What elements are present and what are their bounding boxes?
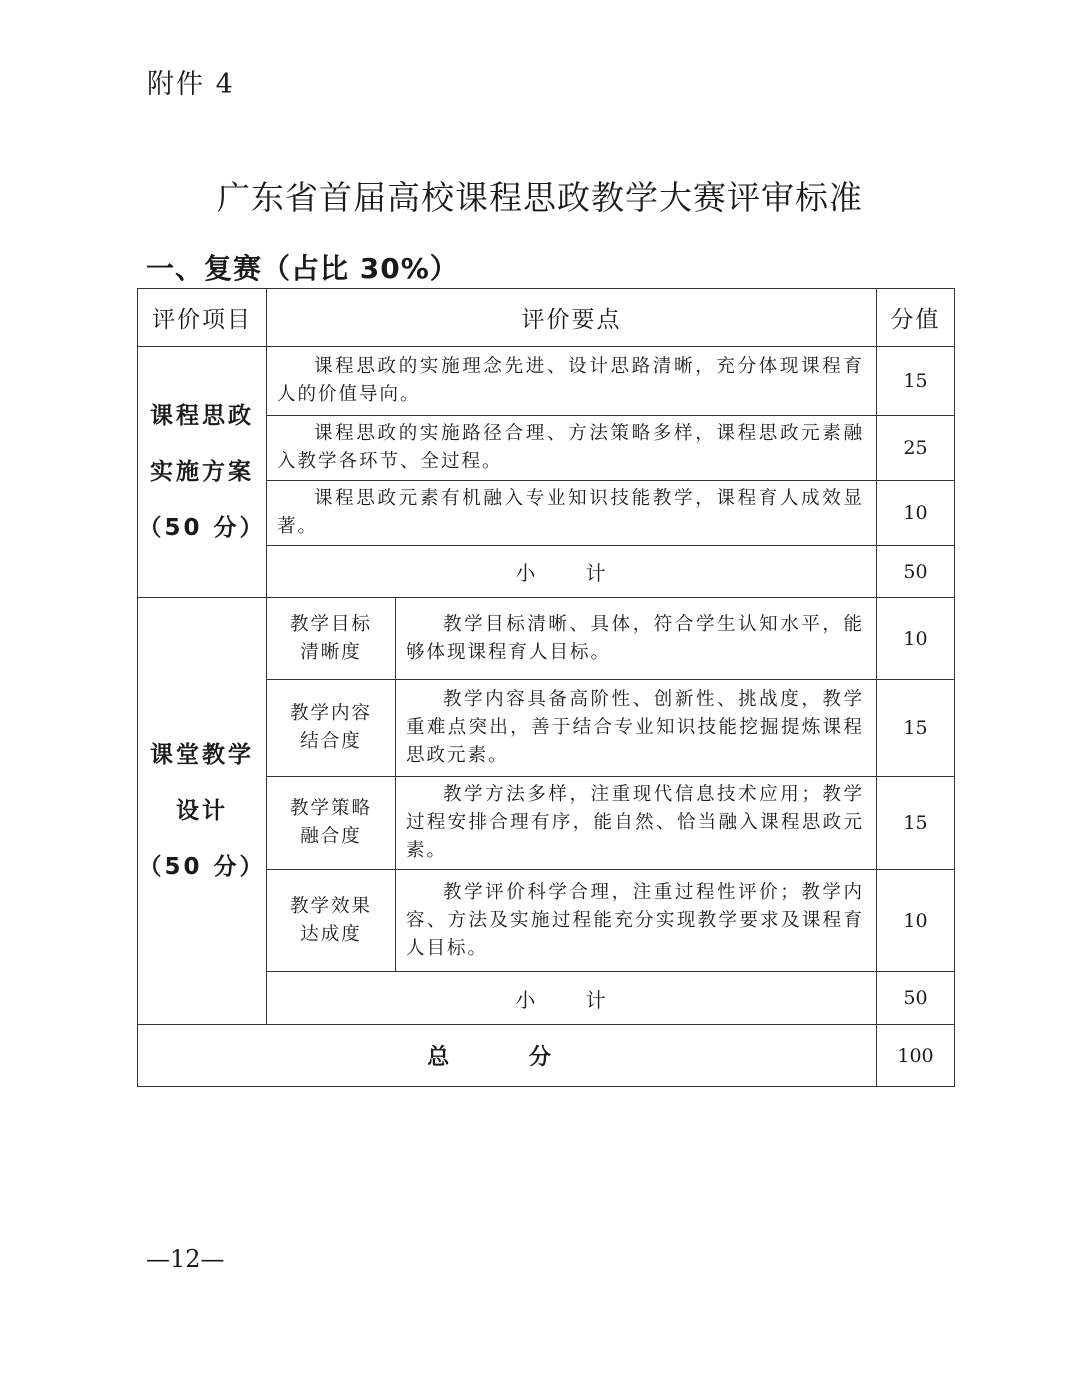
- subtotal-score: 50: [877, 546, 955, 598]
- criterion-score: 25: [877, 416, 955, 481]
- subitem-cell: [267, 870, 396, 972]
- criterion-text: 教学目标清晰、具体，符合学生认知水平，能够体现课程育人目标。: [396, 598, 877, 680]
- category-cell-plan: [138, 347, 267, 598]
- header-points: 评价要点: [267, 289, 877, 347]
- subitem-line: 教学效果: [289, 895, 372, 917]
- category-line: （50 分）: [138, 854, 266, 880]
- subitem-line: 教学目标: [289, 613, 372, 635]
- criterion-score: 10: [877, 870, 955, 972]
- criterion-text: 教学方法多样，注重现代信息技术应用；教学过程安排合理有序，能自然、恰当融入课程思政元素。: [396, 777, 877, 870]
- subtotal-label: 小 计: [267, 546, 877, 598]
- document-title: 广东省首届高校课程思政教学大赛评审标准: [217, 178, 863, 217]
- subitem-cell: [267, 777, 396, 870]
- total-score: 100: [877, 1025, 955, 1087]
- subitem-line: 结合度: [300, 731, 362, 752]
- section-heading: 一、复赛（占比 30%）: [146, 252, 459, 285]
- total-row: [138, 1025, 955, 1087]
- subitem-line: 清晰度: [300, 641, 362, 663]
- subitem-line: 达成度: [300, 923, 362, 945]
- subitem-line: 融合度: [300, 826, 362, 847]
- header-item: 评价项目: [138, 289, 267, 347]
- subitem-line: 教学策略: [289, 798, 372, 819]
- subitem-line: 教学内容: [289, 703, 372, 724]
- subtotal-label: 小 计: [267, 972, 877, 1025]
- total-label: 总 分: [138, 1025, 877, 1087]
- subitem-cell: [267, 598, 396, 680]
- criterion-text: 课程思政的实施理念先进、设计思路清晰，充分体现课程育人的价值导向。: [267, 347, 877, 416]
- category-line: 课程思政: [150, 403, 254, 429]
- table-header-row: [138, 289, 955, 347]
- header-score: 分值: [877, 289, 955, 347]
- criterion-text: 课程思政元素有机融入专业知识技能教学，课程育人成效显著。: [267, 481, 877, 546]
- criterion-text: 教学内容具备高阶性、创新性、挑战度，教学重难点突出，善于结合专业知识技能挖掘提炼课程思政元素。: [396, 680, 877, 777]
- criterion-score: 15: [877, 347, 955, 416]
- subtotal-score: 50: [877, 972, 955, 1025]
- subitem-cell: [267, 680, 396, 777]
- table-row: [138, 347, 955, 416]
- category-line: 课堂教学: [150, 742, 254, 768]
- page-number: —12—: [146, 1245, 225, 1273]
- category-line: （50 分）: [138, 515, 266, 541]
- criterion-score: 10: [877, 481, 955, 546]
- category-line: 设计: [176, 798, 228, 824]
- criterion-score: 15: [877, 777, 955, 870]
- attachment-label: 附件 4: [147, 69, 235, 100]
- criterion-text: 课程思政的实施路径合理、方法策略多样，课程思政元素融入教学各环节、全过程。: [267, 416, 877, 481]
- criterion-score: 15: [877, 680, 955, 777]
- category-cell-design: [138, 598, 267, 1025]
- criteria-table: [137, 288, 955, 1087]
- criterion-score: 10: [877, 598, 955, 680]
- criterion-text: 教学评价科学合理，注重过程性评价；教学内容、方法及实施过程能充分实现教学要求及课程育人目标。: [396, 870, 877, 972]
- table-row: [138, 598, 955, 680]
- category-line: 实施方案: [150, 459, 254, 485]
